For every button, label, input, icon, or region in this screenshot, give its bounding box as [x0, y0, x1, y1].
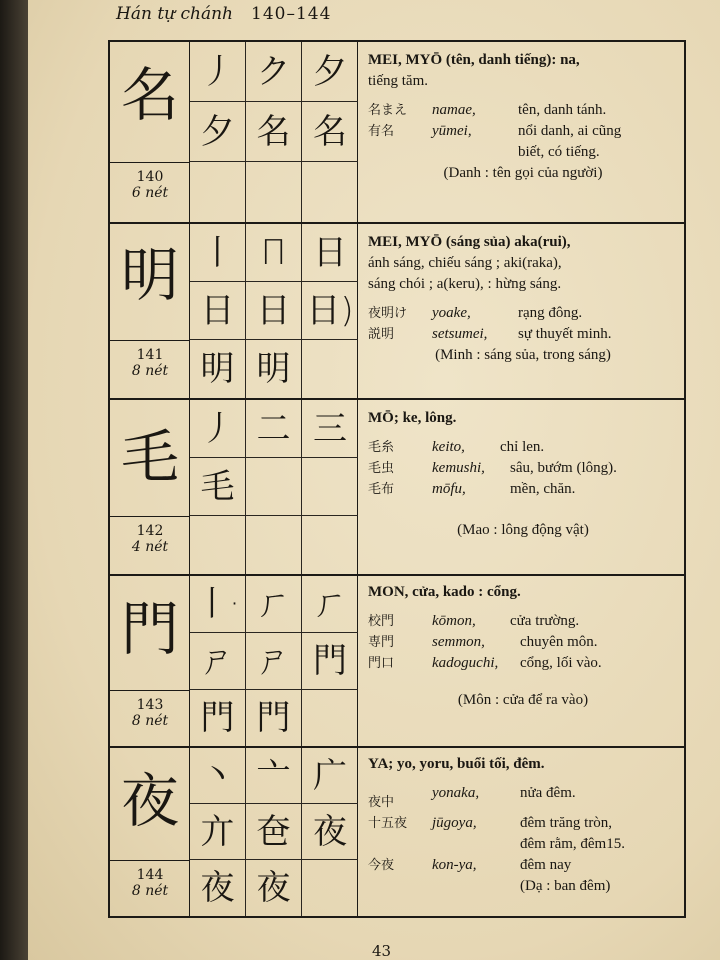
stroke-step: 夿 [246, 804, 302, 860]
stroke-step: 名 [302, 102, 358, 162]
stroke-step-empty [302, 340, 358, 398]
reading-line: ánh sáng, chiếu sáng ; aki(raka), [368, 255, 562, 271]
vocab-romaji: namae, [432, 102, 476, 118]
stroke-step-empty [190, 516, 246, 574]
stroke-step-empty [302, 860, 358, 916]
vocab-kanji: 校門 [368, 614, 395, 629]
stroke-step: 三 [302, 400, 358, 458]
vocab-line [368, 855, 678, 876]
note-line [368, 876, 678, 897]
vocab-line [368, 121, 678, 142]
stroke-step: ク [246, 42, 302, 102]
vocab-romaji: kon-ya, [432, 857, 477, 873]
vocab-line [368, 437, 678, 458]
vocab-meaning: cổng, lối vào. [520, 655, 602, 671]
kanji-number-cell [110, 516, 190, 574]
stroke-step: Π [246, 224, 302, 282]
stroke-step: 日 [246, 282, 302, 340]
han-viet-note: (Dạ : ban đêm) [520, 878, 611, 894]
vocab-kanji: 有名 [368, 124, 395, 139]
stroke-step: 毛 [190, 458, 246, 516]
vocab-line [368, 324, 678, 345]
stroke-step: 明 [190, 340, 246, 398]
kanji-number: 140 [136, 169, 164, 185]
vocab-meaning: cửa trường. [510, 613, 580, 629]
stroke-step: ㄏ [302, 576, 358, 633]
vocab-romaji: yonaka, [432, 785, 480, 801]
kanji-entry [110, 224, 684, 400]
stroke-step: 夜 [246, 860, 302, 916]
stroke-step: 夕 [190, 102, 246, 162]
book-gutter-shadow [0, 0, 28, 960]
page-number: 43 [372, 942, 392, 960]
kanji-character: 夜 [120, 767, 179, 835]
vocab-meaning: biết, có tiếng. [518, 144, 600, 160]
stroke-step-empty [246, 162, 302, 222]
vocab-kanji: 十五夜 [368, 816, 408, 831]
vocab-meaning: đêm rằm, đêm15. [520, 836, 625, 852]
vocab-romaji: yoake, [432, 305, 471, 321]
vocab-kanji: 専門 [368, 635, 395, 650]
stroke-step-empty [246, 516, 302, 574]
kanji-cell [110, 42, 190, 222]
stroke-step: 二 [246, 400, 302, 458]
vocab-meaning: sự thuyết minh. [518, 326, 612, 342]
stroke-step: 夜 [190, 860, 246, 916]
reading-line: tiếng tăm. [368, 73, 428, 89]
note-line [368, 345, 678, 369]
stroke-count: 6 nét [131, 185, 169, 201]
reading-line: MŌ; ke, lông. [368, 410, 457, 426]
vocab-kanji: 毛布 [368, 482, 395, 497]
kanji-number-cell [110, 340, 190, 398]
han-viet-note: (Minh : sáng sủa, trong sáng) [435, 347, 611, 363]
stroke-step: 丨· [190, 576, 246, 633]
kanji-entry [110, 748, 684, 916]
vocab-meaning: nửa đêm. [520, 785, 576, 801]
note-line [368, 163, 678, 187]
stroke-step: 明 [246, 340, 302, 398]
header-range: 140–144 [251, 4, 332, 24]
stroke-order-grid [190, 224, 358, 398]
reading-line: MEI, MYŌ (tên, danh tiếng): na, [368, 52, 580, 68]
reading-line: MEI, MYŌ (sáng sủa) aka(rui), [368, 234, 571, 250]
note-line [368, 690, 678, 714]
stroke-step: 日) [302, 282, 358, 340]
stroke-step-empty [302, 458, 358, 516]
stroke-step: 夕 [302, 42, 358, 102]
stroke-step: 亣 [190, 804, 246, 860]
kanji-number-cell [110, 162, 190, 222]
entry-description [368, 232, 678, 396]
note-line [368, 520, 678, 544]
stroke-count: 4 nét [131, 539, 169, 555]
vocab-line [368, 100, 678, 121]
reading-line: MON, cửa, kado : cổng. [368, 584, 521, 600]
entry-description [368, 408, 678, 572]
vocab-line [368, 611, 678, 632]
vocab-romaji: jūgoya, [432, 815, 477, 831]
han-viet-note: (Mao : lông động vật) [457, 522, 589, 538]
kanji-number: 143 [136, 697, 164, 713]
vocab-romaji: mōfu, [432, 481, 466, 497]
kanji-character: 門 [120, 595, 179, 663]
kanji-number-cell [110, 860, 190, 916]
kanji-number-cell [110, 690, 190, 746]
stroke-step: 丨 [190, 224, 246, 282]
kanji-character: 明 [120, 241, 179, 309]
entry-description [368, 582, 678, 742]
kanji-character: 毛 [120, 423, 179, 491]
kanji-number: 141 [136, 347, 164, 363]
header-title: Hán tự chánh [116, 4, 233, 24]
stroke-order-grid [190, 400, 358, 574]
stroke-count: 8 nét [131, 363, 169, 379]
vocab-line [368, 834, 678, 855]
stroke-step: ㄕ [246, 633, 302, 690]
stroke-count: 8 nét [131, 883, 169, 899]
stroke-order-grid [190, 576, 358, 746]
entry-description [368, 754, 678, 912]
vocab-romaji: setsumei, [432, 326, 488, 342]
kanji-entry [110, 400, 684, 576]
book-page [28, 0, 720, 960]
vocab-meaning: chỉ len. [500, 439, 545, 455]
kanji-character: 名 [120, 61, 179, 129]
stroke-step: 名 [246, 102, 302, 162]
vocab-romaji: kōmon, [432, 613, 476, 629]
vocab-line [368, 458, 678, 479]
vocab-line [368, 792, 678, 813]
vocab-line [368, 653, 678, 674]
vocab-meaning: sâu, bướm (lông). [510, 460, 617, 476]
vocab-kanji: 毛糸 [368, 440, 395, 455]
vocab-romaji: semmon, [432, 634, 485, 650]
vocab-kanji: 毛虫 [368, 461, 395, 476]
page-header [116, 4, 331, 30]
stroke-step: 丶 [190, 748, 246, 804]
kanji-cell [110, 748, 190, 916]
stroke-step: ㄕ [190, 633, 246, 690]
stroke-step: 日 [302, 224, 358, 282]
vocab-kanji: 門口 [368, 656, 395, 671]
vocab-meaning: nổi danh, ai cũng [518, 123, 622, 139]
stroke-step: 丿 [190, 42, 246, 102]
stroke-step-empty [246, 458, 302, 516]
han-viet-note: (Danh : tên gọi của người) [443, 165, 603, 181]
entry-description [368, 50, 678, 220]
vocab-line [368, 142, 678, 163]
stroke-step: 夜 [302, 804, 358, 860]
kanji-number: 142 [136, 523, 164, 539]
vocab-line [368, 813, 678, 834]
vocab-romaji: yūmei, [432, 123, 472, 139]
vocab-meaning: tên, danh tánh. [518, 102, 607, 118]
reading-line: YA; yo, yoru, buổi tối, đêm. [368, 756, 545, 772]
vocab-meaning: đêm nay [520, 857, 572, 873]
vocab-line [368, 303, 678, 324]
kanji-table [108, 40, 686, 918]
vocab-line [368, 632, 678, 653]
vocab-meaning: chuyên môn. [520, 634, 598, 650]
kanji-entry [110, 576, 684, 748]
stroke-step: 亠 [246, 748, 302, 804]
stroke-order-grid [190, 748, 358, 916]
vocab-kanji: 夜明け [368, 306, 408, 321]
vocab-meaning: mền, chăn. [510, 481, 576, 497]
stroke-step: 丿 [190, 400, 246, 458]
reading-line: sáng chói ; a(keru), : hừng sáng. [368, 276, 562, 292]
vocab-romaji: kadoguchi, [432, 655, 499, 671]
stroke-count: 8 nét [131, 713, 169, 729]
vocab-kanji: 夜中 [368, 795, 395, 810]
vocab-kanji: 今夜 [368, 858, 395, 873]
han-viet-note: (Môn : cửa để ra vào) [457, 692, 589, 708]
kanji-cell [110, 224, 190, 398]
stroke-step: 門 [190, 690, 246, 746]
vocab-romaji: keito, [432, 439, 465, 455]
stroke-step-empty [302, 162, 358, 222]
stroke-order-grid [190, 42, 358, 222]
vocab-kanji: 名まえ [368, 103, 408, 118]
stroke-step: ㄏ [246, 576, 302, 633]
stroke-step-empty [302, 516, 358, 574]
kanji-entry [110, 42, 684, 224]
vocab-kanji: 説明 [368, 327, 395, 342]
stroke-step: 广 [302, 748, 358, 804]
vocab-romaji: kemushi, [432, 460, 485, 476]
stroke-step-empty [302, 690, 358, 746]
vocab-line [368, 479, 678, 500]
stroke-step: 門 [246, 690, 302, 746]
vocab-meaning: đêm trăng tròn, [520, 815, 613, 831]
kanji-cell [110, 576, 190, 746]
stroke-step-empty [190, 162, 246, 222]
stroke-step: 日 [190, 282, 246, 340]
stroke-step: 門 [302, 633, 358, 690]
kanji-number: 144 [136, 867, 164, 883]
kanji-cell [110, 400, 190, 574]
vocab-meaning: rạng đông. [518, 305, 583, 321]
